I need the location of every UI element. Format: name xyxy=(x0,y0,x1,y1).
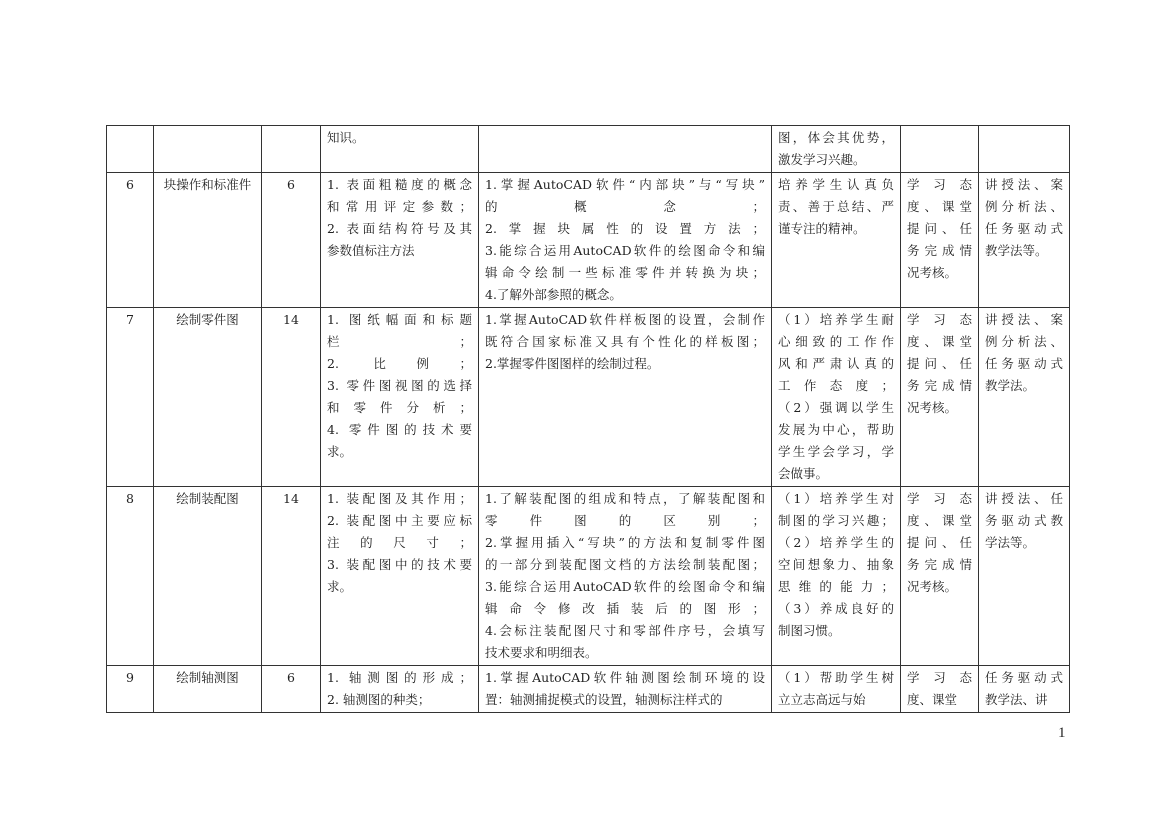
cell-line: 任务驱动式 xyxy=(985,356,1063,371)
cell-line: 1.掌握AutoCAD软件轴测图绘制环境的设 xyxy=(485,670,765,685)
cell-line: 1. 表面粗糙度的概念 xyxy=(327,177,472,192)
cell-line: 2.掌握块属性的设置方法； xyxy=(485,221,765,236)
table-row xyxy=(107,308,1070,487)
cell-line: 任务驱动式 xyxy=(985,221,1063,236)
cell-line: （3）养成良好的 xyxy=(778,601,894,616)
cell-line: 学习态 xyxy=(907,491,972,506)
cell-line: 度、课堂 xyxy=(907,692,958,707)
cell-line: 知识。 xyxy=(327,130,365,145)
cell-line: 1.了解装配图的组成和特点，了解装配图和 xyxy=(485,491,765,506)
cell-number: 8 xyxy=(107,487,154,666)
cell-line: 2. 比例； xyxy=(327,356,472,371)
cell-number: 9 xyxy=(107,666,154,713)
cell-number: 7 xyxy=(107,308,154,487)
cell-line: 2.掌握零件图图样的绘制过程。 xyxy=(485,356,660,371)
cell-line: 学生学会学习，学 xyxy=(778,444,894,459)
cell-line: 提问、任 xyxy=(907,535,972,550)
cell-line: 置：轴测捕捉模式的设置，轴测标注样式的 xyxy=(485,692,723,707)
cell-chapter: 绘制装配图 xyxy=(154,487,262,666)
cell-number: 6 xyxy=(107,173,154,308)
cell-line: 培养学生认真负 xyxy=(778,177,894,192)
cell-line: 学习态 xyxy=(907,177,972,192)
cell-hours xyxy=(262,126,321,173)
cell-line: 学法等。 xyxy=(985,535,1036,550)
cell-knowledge xyxy=(321,487,479,666)
cell-quality xyxy=(772,308,901,487)
cell-line: 提问、任 xyxy=(907,356,972,371)
cell-line: 务完成情 xyxy=(907,243,972,258)
cell-chapter: 绘制零件图 xyxy=(154,308,262,487)
cell-hours: 14 xyxy=(262,308,321,487)
cell-line: 2. 表面结构符号及其 xyxy=(327,221,472,236)
cell-line: 谨专注的精神。 xyxy=(778,221,866,236)
cell-line: 思维的能力； xyxy=(778,579,894,594)
cell-line: 空间想象力、抽象 xyxy=(778,557,894,572)
syllabus-table xyxy=(106,125,1070,713)
table-row xyxy=(107,487,1070,666)
cell-quality xyxy=(772,487,901,666)
cell-line: 2. 装配图中主要应标 xyxy=(327,513,472,528)
cell-line: 制图的学习兴趣； xyxy=(778,513,894,528)
cell-line: （2）强调以学生 xyxy=(778,400,894,415)
cell-line: 况考核。 xyxy=(907,265,958,280)
cell-line: 2.掌握用插入“写块”的方法和复制零件图 xyxy=(485,535,765,550)
cell-skills xyxy=(479,126,772,173)
cell-teaching-method xyxy=(979,666,1070,713)
cell-skills xyxy=(479,487,772,666)
cell-line: 3.能综合运用AutoCAD软件的绘图命令和编 xyxy=(485,579,765,594)
cell-assessment xyxy=(901,308,979,487)
cell-teaching-method xyxy=(979,308,1070,487)
cell-line: 讲授法、案 xyxy=(985,177,1063,192)
cell-line: 心细致的工作作 xyxy=(778,334,894,349)
cell-line: 例分析法、 xyxy=(985,199,1063,214)
cell-line: 技术要求和明细表。 xyxy=(485,645,598,660)
cell-line: 参数值标注方法 xyxy=(327,243,415,258)
cell-line: 立立志高远与始 xyxy=(778,692,866,707)
cell-skills xyxy=(479,308,772,487)
cell-line: 教学法、讲 xyxy=(985,692,1048,707)
cell-line: （1）帮助学生树 xyxy=(778,670,894,685)
cell-knowledge xyxy=(321,308,479,487)
cell-number xyxy=(107,126,154,173)
cell-line: 2. 轴测图的种类； xyxy=(327,692,431,707)
cell-line: 任务驱动式 xyxy=(985,670,1063,685)
cell-line: 栏； xyxy=(327,334,472,349)
cell-line: 例分析法、 xyxy=(985,334,1063,349)
cell-teaching-method xyxy=(979,126,1070,173)
cell-line: 务驱动式教 xyxy=(985,513,1063,528)
table-row xyxy=(107,173,1070,308)
cell-line: 工作态度； xyxy=(778,378,894,393)
cell-line: 的一部分到装配图文档的方法绘制装配图； xyxy=(485,557,765,572)
cell-line: 况考核。 xyxy=(907,579,958,594)
cell-assessment xyxy=(901,487,979,666)
cell-assessment xyxy=(901,173,979,308)
cell-line: 学习态 xyxy=(907,312,972,327)
cell-line: 辑命令绘制一些标准零件并转换为块； xyxy=(485,265,765,280)
cell-line: 度、课堂 xyxy=(907,513,972,528)
cell-line: 制图习惯。 xyxy=(778,623,841,638)
cell-knowledge xyxy=(321,666,479,713)
table-row xyxy=(107,666,1070,713)
cell-line: 4.了解外部参照的概念。 xyxy=(485,287,622,302)
cell-line: 图，体会其优势， xyxy=(778,130,894,145)
cell-line: 4. 零件图的技术要 xyxy=(327,422,472,437)
cell-line: 和零件分析； xyxy=(327,400,472,415)
cell-line: 提问、任 xyxy=(907,221,972,236)
cell-chapter: 块操作和标准件 xyxy=(154,173,262,308)
cell-line: 4.会标注装配图尺寸和零部件序号，会填写 xyxy=(485,623,765,638)
cell-line: 1. 装配图及其作用； xyxy=(327,491,472,506)
cell-line: （1）培养学生对 xyxy=(778,491,894,506)
cell-line: 责、善于总结、严 xyxy=(778,199,894,214)
cell-line: 度、课堂 xyxy=(907,334,972,349)
cell-knowledge xyxy=(321,126,479,173)
cell-line: 求。 xyxy=(327,444,353,459)
cell-assessment xyxy=(901,126,979,173)
cell-line: 会做事。 xyxy=(778,466,829,481)
cell-line: （1）培养学生耐 xyxy=(778,312,894,327)
cell-line: 教学法。 xyxy=(985,378,1036,393)
cell-assessment xyxy=(901,666,979,713)
cell-line: 注的尺寸； xyxy=(327,535,472,550)
cell-knowledge xyxy=(321,173,479,308)
cell-chapter xyxy=(154,126,262,173)
cell-line: 况考核。 xyxy=(907,400,958,415)
cell-line: 讲授法、案 xyxy=(985,312,1063,327)
cell-line: 3. 装配图中的技术要 xyxy=(327,557,472,572)
cell-line: 1. 轴测图的形成； xyxy=(327,670,472,685)
cell-line: 求。 xyxy=(327,579,353,594)
cell-line: 零件图的区别； xyxy=(485,513,765,528)
cell-quality xyxy=(772,666,901,713)
cell-line: 务完成情 xyxy=(907,557,972,572)
cell-line: 和常用评定参数； xyxy=(327,199,472,214)
cell-line: 务完成情 xyxy=(907,378,972,393)
cell-quality xyxy=(772,173,901,308)
cell-skills xyxy=(479,666,772,713)
cell-line: 激发学习兴趣。 xyxy=(778,152,866,167)
cell-line: 学习态 xyxy=(907,670,972,685)
cell-line: 1.掌握AutoCAD软件样板图的设置，会制作 xyxy=(485,312,765,327)
cell-line: 的概念； xyxy=(485,199,765,214)
cell-line: （2）培养学生的 xyxy=(778,535,894,550)
cell-line: 辑命令修改插装后的图形； xyxy=(485,601,765,616)
cell-line: 1.掌握AutoCAD软件“内部块”与“写块” xyxy=(485,177,765,192)
cell-line: 讲授法、任 xyxy=(985,491,1063,506)
cell-hours: 14 xyxy=(262,487,321,666)
cell-teaching-method xyxy=(979,487,1070,666)
cell-line: 3. 零件图视图的选择 xyxy=(327,378,472,393)
cell-hours: 6 xyxy=(262,666,321,713)
cell-skills xyxy=(479,173,772,308)
cell-teaching-method xyxy=(979,173,1070,308)
cell-quality xyxy=(772,126,901,173)
cell-hours: 6 xyxy=(262,173,321,308)
page-number: 1 xyxy=(1058,725,1066,741)
table-row xyxy=(107,126,1070,173)
cell-line: 风和严肃认真的 xyxy=(778,356,894,371)
cell-line: 发展为中心，帮助 xyxy=(778,422,894,437)
cell-line: 3.能综合运用AutoCAD软件的绘图命令和编 xyxy=(485,243,765,258)
cell-line: 度、课堂 xyxy=(907,199,972,214)
cell-chapter: 绘制轴测图 xyxy=(154,666,262,713)
cell-line: 1. 图纸幅面和标题 xyxy=(327,312,472,327)
cell-line: 既符合国家标准又具有个性化的样板图； xyxy=(485,334,765,349)
cell-line: 教学法等。 xyxy=(985,243,1048,258)
